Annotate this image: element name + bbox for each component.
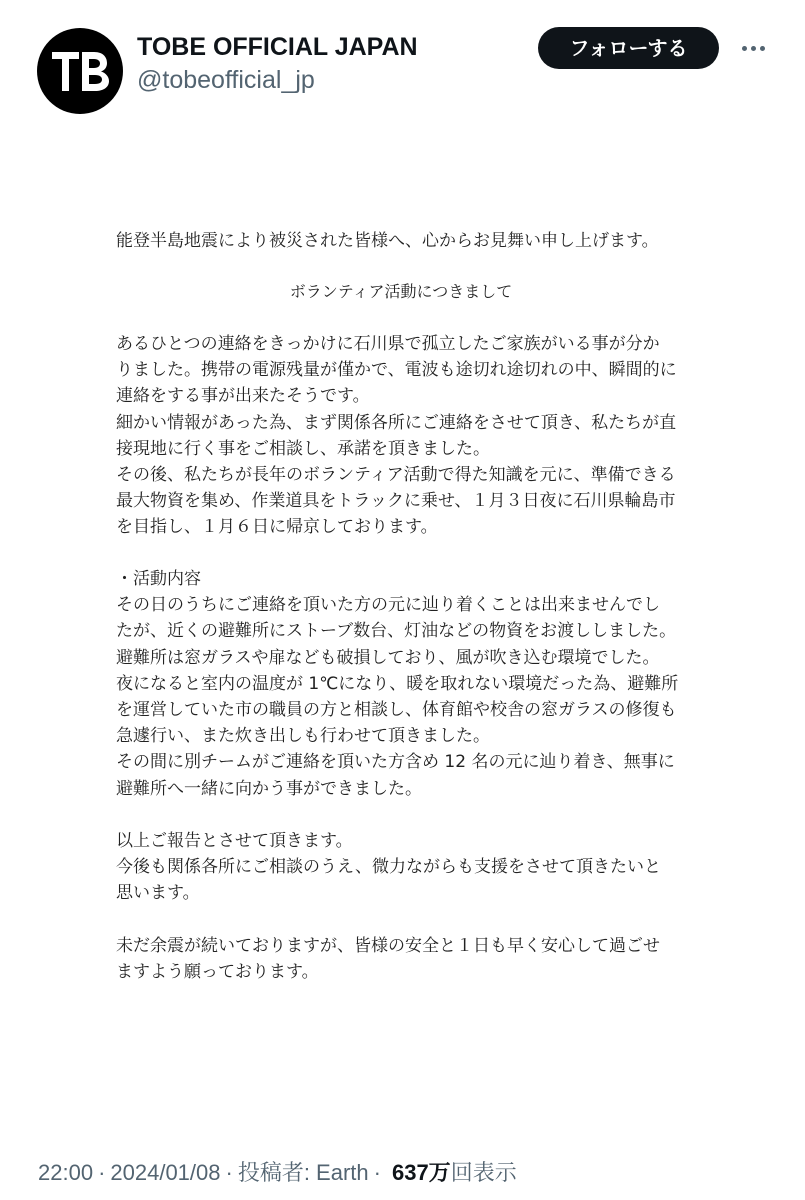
post-date[interactable]: 2024/01/08 (110, 1160, 221, 1185)
user-handle[interactable]: @tobeofficial_jp (137, 66, 315, 94)
text-line: 避難所は窓ガラスや扉なども破損しており、風が吹き込む環境でした。 (116, 647, 660, 668)
tweet-header (0, 0, 805, 130)
text-line: あるひとつの連絡をきっかけに石川県で孤立したご家族がいる事が分か (116, 334, 660, 354)
text-line: 今後も関係各所にご相談のうえ、微力ながらも支援をさせて頂きたいと (116, 857, 662, 878)
dot (760, 46, 765, 51)
display-name[interactable]: TOBE OFFICIAL JAPAN (137, 33, 418, 61)
text-line: 最大物資を集め、作業道具をトラックに乗せ、１月３日夜に石川県輪島市 (116, 491, 676, 512)
avatar[interactable] (37, 28, 123, 114)
dot (751, 46, 756, 51)
follow-button[interactable]: フォローする (538, 27, 719, 69)
post-time[interactable]: 22:00 (38, 1160, 94, 1185)
text-line: 急遽行い、また炊き出しも行わせて頂きました。 (116, 726, 490, 747)
text-line: 夜になると室内の温度が 1℃になり、暖を取れない環境だった為、避難所 (116, 673, 679, 694)
text-line: 未だ余震が続いておりますが、皆様の安全と１日も早く安心して過ごせ (116, 936, 660, 956)
more-dots-icon[interactable] (733, 32, 773, 64)
author-info (137, 32, 418, 96)
text-line: たが、近くの避難所にストーブ数台、灯油などの物資をお渡ししました。 (116, 621, 677, 642)
statement-title: ボランティア活動につきまして (289, 282, 513, 301)
section-heading: ・活動内容 (116, 569, 201, 589)
posted-by[interactable]: 投稿者: Earth (237, 1160, 369, 1185)
statement-paragraph-4 (116, 933, 696, 985)
separator: · (225, 1160, 233, 1185)
statement-greeting: 能登半島地震により被災された皆様へ、心からお見舞い申し上げます。 (116, 231, 659, 251)
separator: · (98, 1160, 106, 1185)
dot (742, 46, 747, 51)
text-line: 思います。 (116, 883, 200, 904)
text-line: その日のうちにご連絡を頂いた方の元に辿り着くことは出来ませんでし (116, 595, 660, 616)
text-line: 以上ご報告とさせて頂きます。 (116, 831, 353, 851)
text-line: 連絡をする事が出来たそうです。 (116, 386, 370, 407)
tweet-metadata (38, 1158, 517, 1188)
statement-paragraph-2 (116, 566, 696, 802)
text-line: その間に別チームがご連絡を頂いた方含め 12 名の元に辿り着き、無事に (116, 752, 675, 773)
text-line: 接現地に行く事をご相談し、承諾を頂きました。 (116, 438, 490, 459)
separator: · (373, 1160, 381, 1185)
statement-paragraph-3 (116, 828, 696, 907)
text-line: 細かい情報があった為、まず関係各所にご連絡をさせて頂き、私たちが直 (116, 412, 677, 433)
views-count[interactable]: 637万 (391, 1160, 451, 1185)
text-line: を運営していた市の職員の方と相談し、体育館や校舎の窓ガラスの修復も (116, 700, 677, 721)
text-line: を目指し、１月６日に帰京しております。 (116, 517, 438, 538)
views-label: 回表示 (450, 1160, 517, 1185)
tobe-logo-icon (49, 48, 111, 94)
text-line: りました。携帯の電源残量が僅かで、電波も途切れ途切れの中、瞬間的に (116, 360, 677, 381)
statement-image[interactable] (0, 150, 805, 1150)
text-line: その後、私たちが長年のボランティア活動で得た知識を元に、準備できる (116, 465, 676, 486)
text-line: 避難所へ一緒に向かう事ができました。 (116, 778, 422, 799)
statement-paragraph-1 (116, 331, 696, 541)
text-line: ますよう願っております。 (116, 962, 319, 983)
